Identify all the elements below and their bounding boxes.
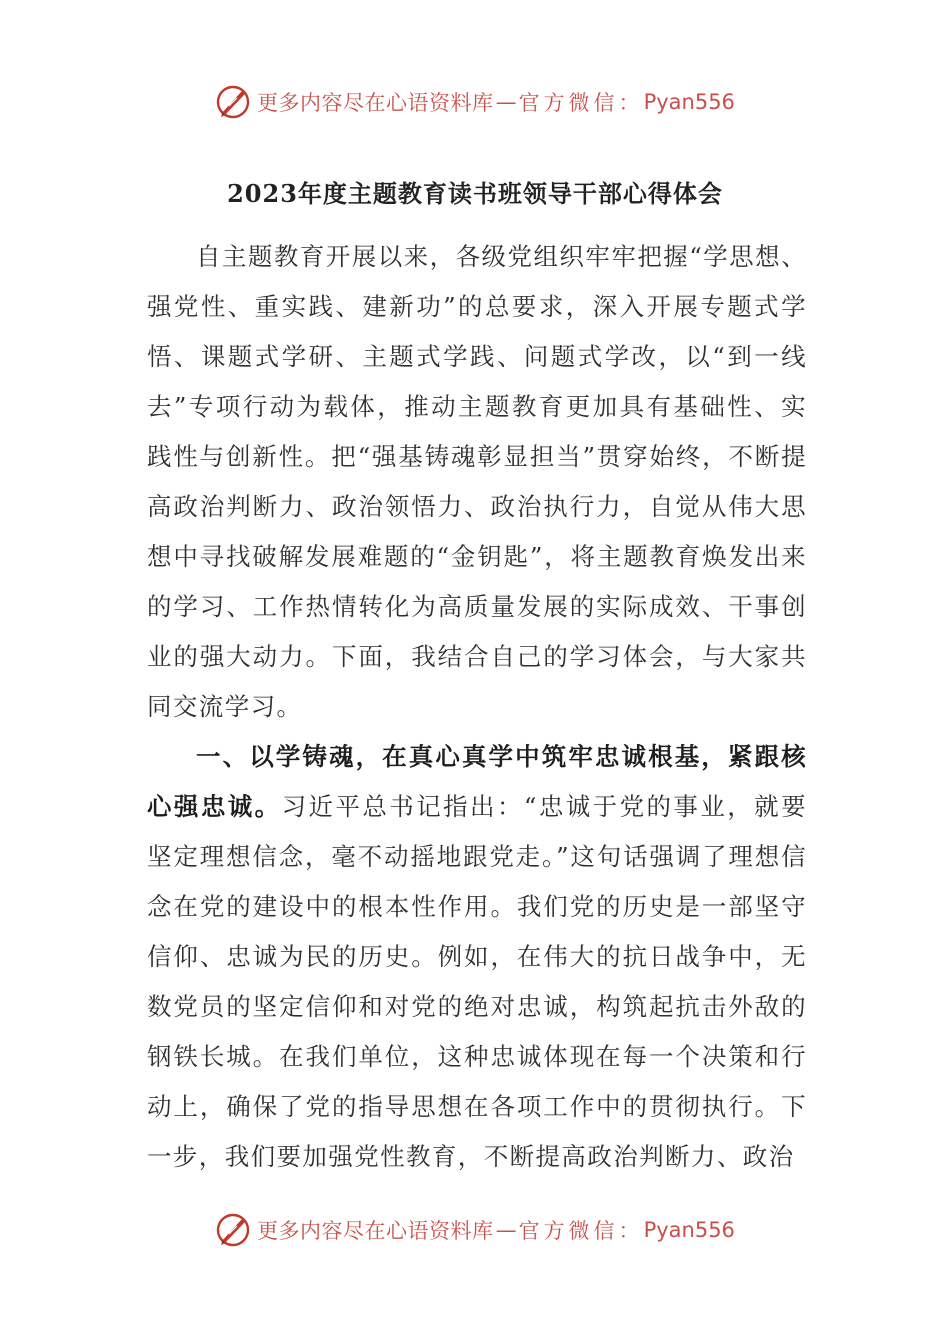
quill-logo-icon <box>215 1212 251 1248</box>
quill-logo-icon <box>215 84 251 120</box>
watermark-wechat-id: Pyan556 <box>643 1218 735 1242</box>
section-1-heading: 一、以学铸魂，在真心真学中筑牢忠诚根基，紧跟核心强忠诚。 <box>147 742 807 821</box>
watermark-official-label: 官方微信： <box>518 91 644 115</box>
watermark-wechat-id: Pyan556 <box>643 90 735 114</box>
document-title: 2023年度主题教育读书班领导干部心得体会 <box>227 179 723 208</box>
watermark-dash: — <box>495 90 517 114</box>
section-1-paragraph <box>147 732 807 1182</box>
watermark-promo-text: 更多内容尽在心语资料库 <box>257 91 494 115</box>
intro-paragraph: 自主题教育开展以来，各级党组织牢牢把握“学思想、强党性、重实践、建新功”的总要求，深入开展专题式学悟、课题式学研、主题式学践、问题式学改，以“到一线去”专项行动为载体，推动主题教育更加具有基础性、实践性与创新性。把“强基铸魂彰显担当”贯穿始终，不断提高政治判断力、政治领悟力、政治执行力，自觉从伟大思想中寻找破解发展难题的“金钥匙”，将主题教育焕发出来的学习、工作热情转化为高质量发展的实际成效、干事创业的强大动力。下面，我结合自己的学习体会，与大家共同交流学习。 <box>147 242 807 721</box>
section-1-body: 习近平总书记指出：“忠诚于党的事业，就要坚定理想信念，毫不动摇地跟党走。”这句话强调了理想信念在党的建设中的根本性作用。我们党的历史是一部坚守信仰、忠诚为民的历史。例如，在伟大的抗日战争中，无数党员的坚定信仰和对党的绝对忠诚，构筑起抗击外敌的钢铁长城。在我们单位，这种忠诚体现在每一个决策和行动上，确保了党的指导思想在各项工作中的贯彻执行。下一步，我们要加强党性教育，不断提高政治判断力、政治 <box>147 792 808 1171</box>
footer-watermark <box>0 1208 950 1252</box>
header-watermark <box>0 80 950 124</box>
watermark-promo-text: 更多内容尽在心语资料库 <box>257 1219 494 1243</box>
watermark-dash: — <box>495 1218 517 1242</box>
document-body <box>147 232 807 1182</box>
watermark-official-label: 官方微信： <box>518 1219 644 1243</box>
